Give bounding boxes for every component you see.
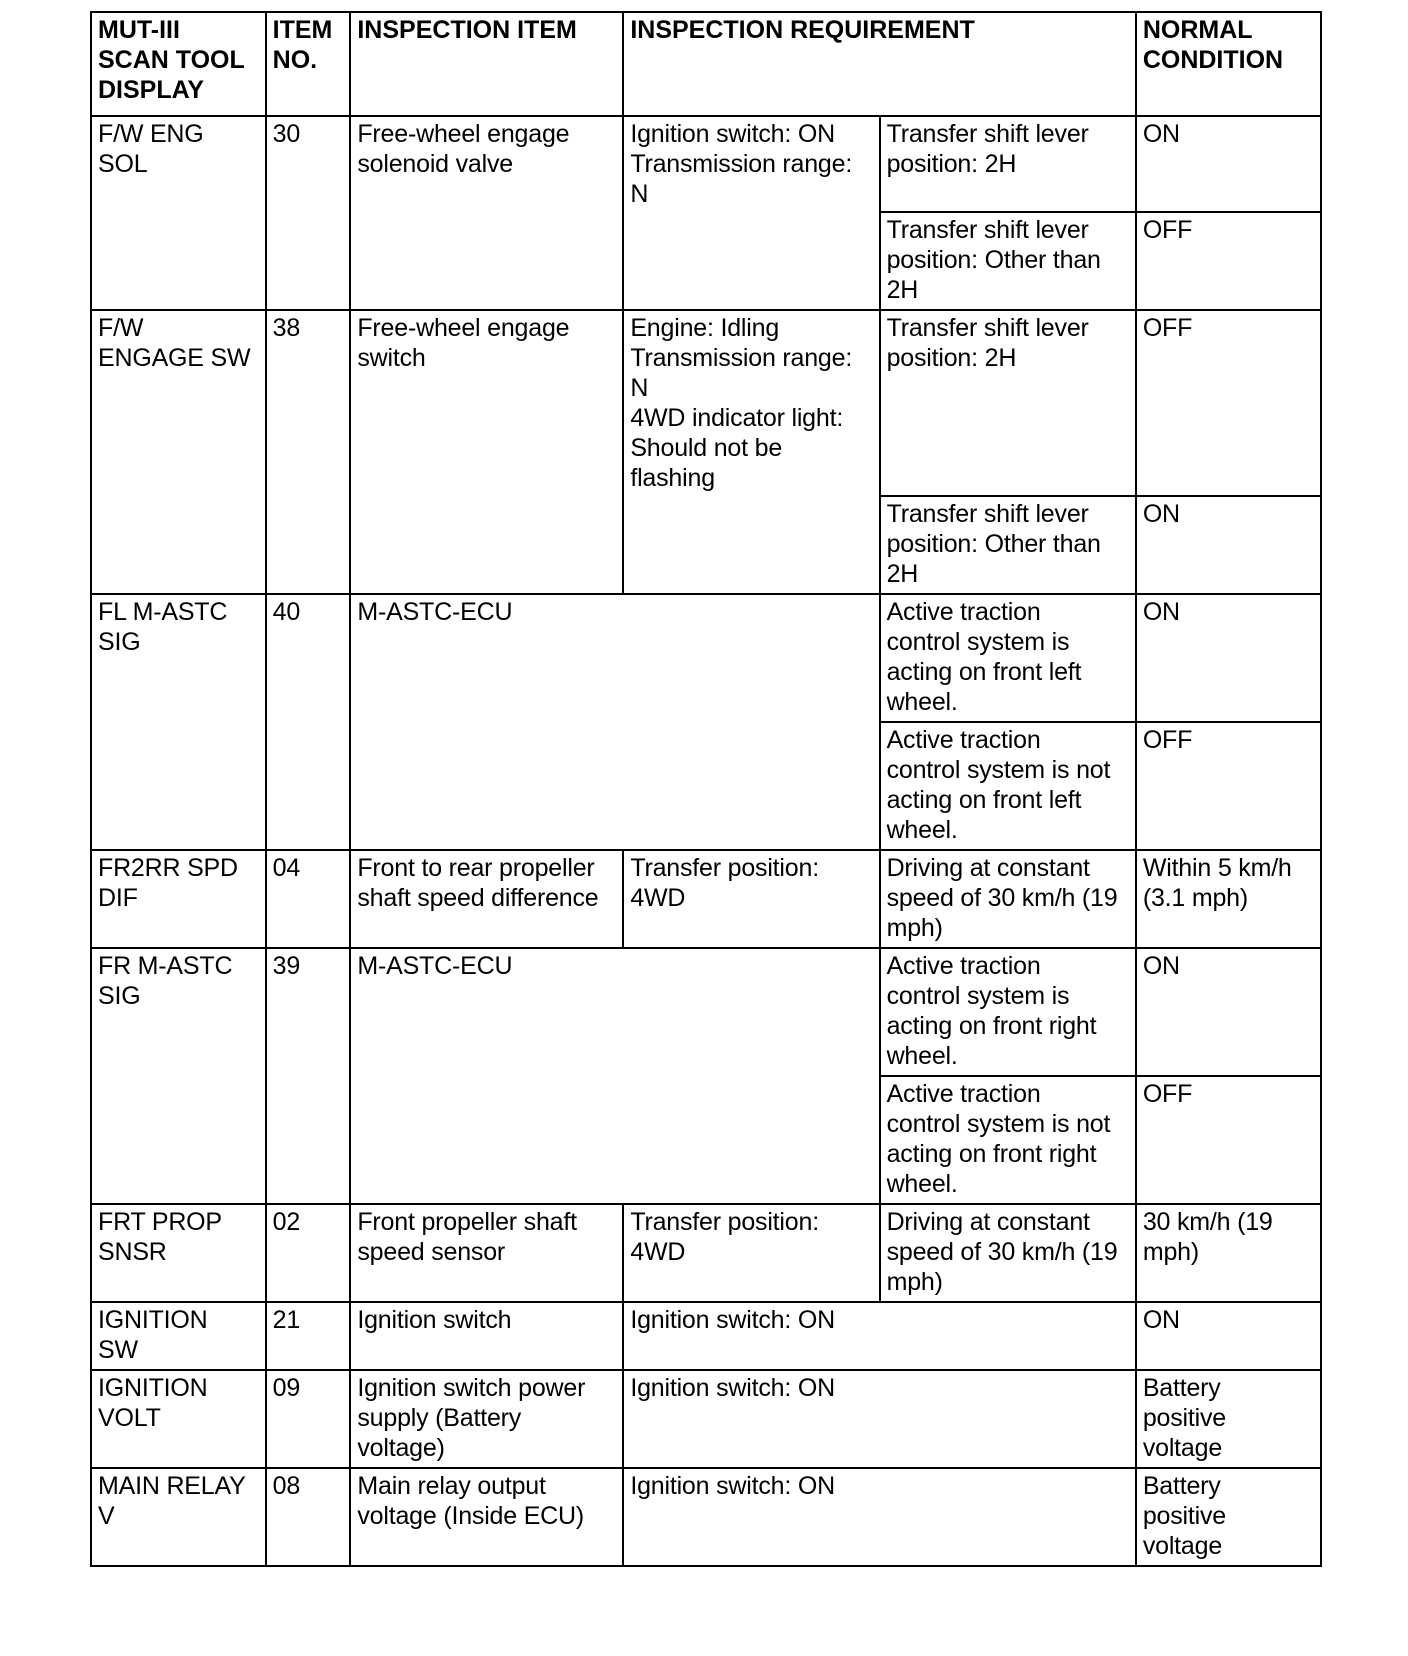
table-row xyxy=(91,1204,1321,1302)
table-row xyxy=(91,948,1321,1076)
normal-condition-cell: 30 km/h (19 mph) xyxy=(1136,1204,1321,1302)
requirement-cell: Transfer position: 4WD xyxy=(623,850,879,948)
requirement-cell: Engine: Idling Transmission range: N 4WD indicator light: Should not be flashing xyxy=(623,310,879,594)
condition-cell: Active traction control system is not acting on front right wheel. xyxy=(880,1076,1136,1204)
item-no-cell: 08 xyxy=(266,1468,351,1566)
condition-cell: Transfer shift lever position: 2H xyxy=(880,116,1136,212)
header-inspection-requirement: INSPECTION REQUIREMENT xyxy=(623,12,1135,116)
normal-condition-cell: Within 5 km/h (3.1 mph) xyxy=(1136,850,1321,948)
inspection-item-cell: Front propeller shaft speed sensor xyxy=(350,1204,623,1302)
requirement-cell: Ignition switch: ON Transmission range: N xyxy=(623,116,879,310)
normal-condition-cell: ON xyxy=(1136,116,1321,212)
item-no-cell: 30 xyxy=(266,116,351,310)
condition-cell: Transfer shift lever position: 2H xyxy=(880,310,1136,496)
inspection-item-cell: Main relay output voltage (Inside ECU) xyxy=(350,1468,623,1566)
item-no-cell: 04 xyxy=(266,850,351,948)
inspection-item-cell: Free-wheel engage switch xyxy=(350,310,623,594)
table-row xyxy=(91,1468,1321,1566)
inspection-item-cell: Front to rear propeller shaft speed difference xyxy=(350,850,623,948)
table-row xyxy=(91,116,1321,212)
condition-cell: Transfer shift lever position: Other than 2H xyxy=(880,212,1136,310)
display-cell: F/W ENGAGE SW xyxy=(91,310,266,594)
table-row xyxy=(91,310,1321,496)
normal-condition-cell: OFF xyxy=(1136,212,1321,310)
normal-condition-cell: ON xyxy=(1136,948,1321,1076)
normal-condition-cell: ON xyxy=(1136,594,1321,722)
inspection-item-cell: M-ASTC-ECU xyxy=(350,594,879,850)
display-cell: FL M-ASTC SIG xyxy=(91,594,266,850)
table-row xyxy=(91,1302,1321,1370)
normal-condition-cell: OFF xyxy=(1136,310,1321,496)
requirement-cell: Ignition switch: ON xyxy=(623,1302,1135,1370)
condition-cell: Active traction control system is acting on front left wheel. xyxy=(880,594,1136,722)
table-row xyxy=(91,850,1321,948)
item-no-cell: 09 xyxy=(266,1370,351,1468)
condition-cell: Driving at constant speed of 30 km/h (19 mph) xyxy=(880,1204,1136,1302)
header-row xyxy=(91,12,1321,116)
display-cell: F/W ENG SOL xyxy=(91,116,266,310)
header-item-no: ITEM NO. xyxy=(266,12,351,116)
inspection-table xyxy=(90,11,1322,1567)
normal-condition-cell: OFF xyxy=(1136,1076,1321,1204)
normal-condition-cell: Battery positive voltage xyxy=(1136,1370,1321,1468)
requirement-cell: Ignition switch: ON xyxy=(623,1468,1135,1566)
display-cell: FR M-ASTC SIG xyxy=(91,948,266,1204)
item-no-cell: 38 xyxy=(266,310,351,594)
inspection-item-cell: Free-wheel engage solenoid valve xyxy=(350,116,623,310)
display-cell: FR2RR SPD DIF xyxy=(91,850,266,948)
display-cell: IGNITION SW xyxy=(91,1302,266,1370)
header-inspection-item: INSPECTION ITEM xyxy=(350,12,623,116)
item-no-cell: 02 xyxy=(266,1204,351,1302)
display-cell: IGNITION VOLT xyxy=(91,1370,266,1468)
condition-cell: Active traction control system is not acting on front left wheel. xyxy=(880,722,1136,850)
inspection-item-cell: Ignition switch power supply (Battery voltage) xyxy=(350,1370,623,1468)
inspection-item-cell: Ignition switch xyxy=(350,1302,623,1370)
normal-condition-cell: OFF xyxy=(1136,722,1321,850)
normal-condition-cell: ON xyxy=(1136,1302,1321,1370)
item-no-cell: 39 xyxy=(266,948,351,1204)
normal-condition-cell: Battery positive voltage xyxy=(1136,1468,1321,1566)
table-row xyxy=(91,594,1321,722)
normal-condition-cell: ON xyxy=(1136,496,1321,594)
header-display: MUT-III SCAN TOOL DISPLAY xyxy=(91,12,266,116)
condition-cell: Transfer shift lever position: Other than 2H xyxy=(880,496,1136,594)
requirement-cell: Ignition switch: ON xyxy=(623,1370,1135,1468)
display-cell: MAIN RELAY V xyxy=(91,1468,266,1566)
item-no-cell: 40 xyxy=(266,594,351,850)
inspection-item-cell: M-ASTC-ECU xyxy=(350,948,879,1204)
header-normal-condition: NORMAL CONDITION xyxy=(1136,12,1321,116)
condition-cell: Driving at constant speed of 30 km/h (19 mph) xyxy=(880,850,1136,948)
display-cell: FRT PROP SNSR xyxy=(91,1204,266,1302)
condition-cell: Active traction control system is acting on front right wheel. xyxy=(880,948,1136,1076)
requirement-cell: Transfer position: 4WD xyxy=(623,1204,879,1302)
table-row xyxy=(91,1370,1321,1468)
item-no-cell: 21 xyxy=(266,1302,351,1370)
